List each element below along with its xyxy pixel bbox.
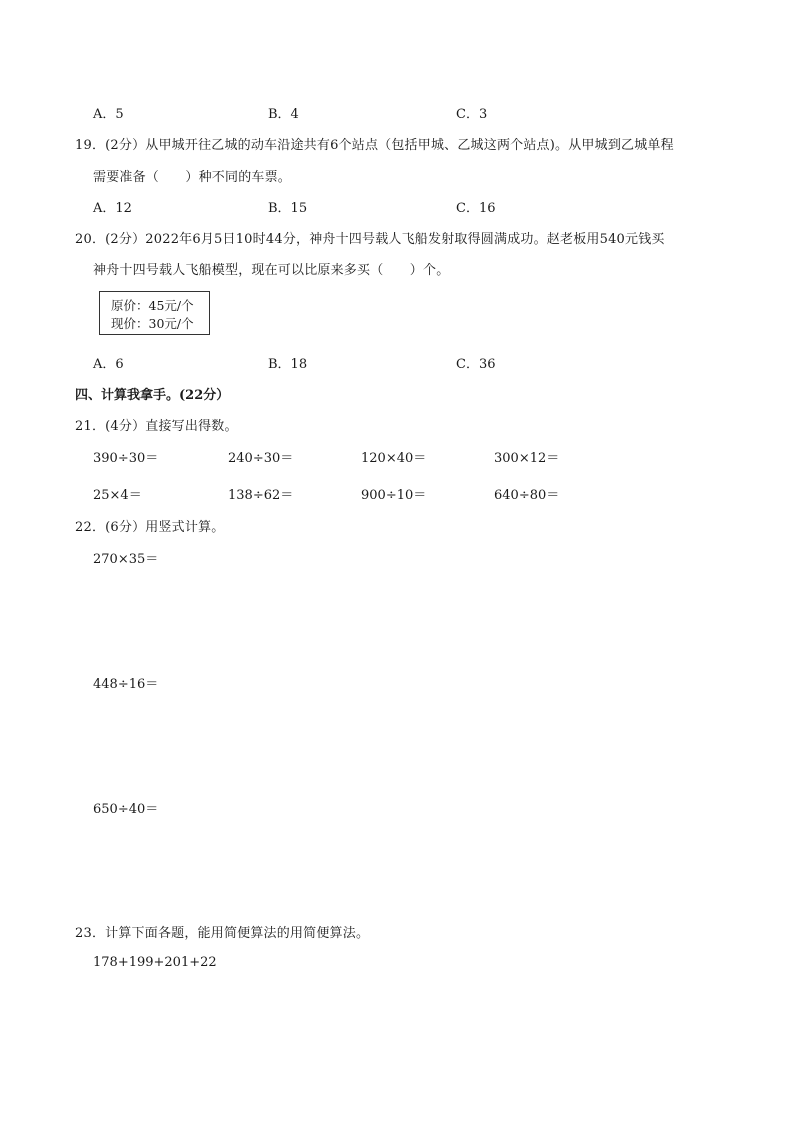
q22-item: 270×35＝	[93, 552, 159, 567]
q19-text-line2: 需要准备（ ）种不同的车票。	[93, 170, 292, 185]
q22-item: 650÷40＝	[93, 802, 159, 817]
q21-item: 120×40＝	[361, 451, 427, 466]
q22-title: 22．(6分）用竖式计算。	[75, 520, 225, 535]
q21-item: 640÷80＝	[494, 488, 560, 503]
q21-title: 21．(4分）直接写出得数。	[75, 419, 238, 434]
q21-item: 300×12＝	[494, 451, 560, 466]
price-now: 现价：30元/个	[111, 316, 194, 331]
q22-item: 448÷16＝	[93, 677, 159, 692]
q19-text-line1: 19．(2分）从甲城开往乙城的动车沿途共有6个站点（包括甲城、乙城这两个站点)。从甲城到乙城单程	[75, 138, 674, 153]
q18-option-b: B．4	[268, 107, 299, 122]
q21-item: 390÷30＝	[93, 451, 159, 466]
q20-option-b: B．18	[268, 357, 308, 372]
q20-text-line2: 神舟十四号载人飞船模型，现在可以比原来多买（ ）个。	[93, 263, 450, 278]
price-box	[99, 291, 210, 335]
q20-option-a: A．6	[93, 357, 124, 372]
q18-option-a: A．5	[93, 107, 124, 122]
q23-title: 23．计算下面各题，能用简便算法的用简便算法。	[75, 926, 370, 941]
q20-option-c: C．36	[456, 357, 496, 372]
q21-item: 138÷62＝	[228, 488, 294, 503]
section-4-title: 四、计算我拿手。(22分）	[75, 388, 230, 403]
q19-option-a: A．12	[93, 201, 132, 216]
q21-item: 240÷30＝	[228, 451, 294, 466]
q19-option-b: B．15	[268, 201, 308, 216]
price-original: 原价：45元/个	[111, 298, 194, 313]
q21-item: 25×4＝	[93, 488, 142, 503]
q23-item: 178+199+201+22	[93, 955, 217, 970]
q18-option-c: C．3	[456, 107, 488, 122]
q19-option-c: C．16	[456, 201, 496, 216]
q20-text-line1: 20．(2分）2022年6月5日10时44分，神舟十四号载人飞船发射取得圆满成功。赵老板用540元钱买	[75, 232, 665, 247]
q21-item: 900÷10＝	[361, 488, 427, 503]
